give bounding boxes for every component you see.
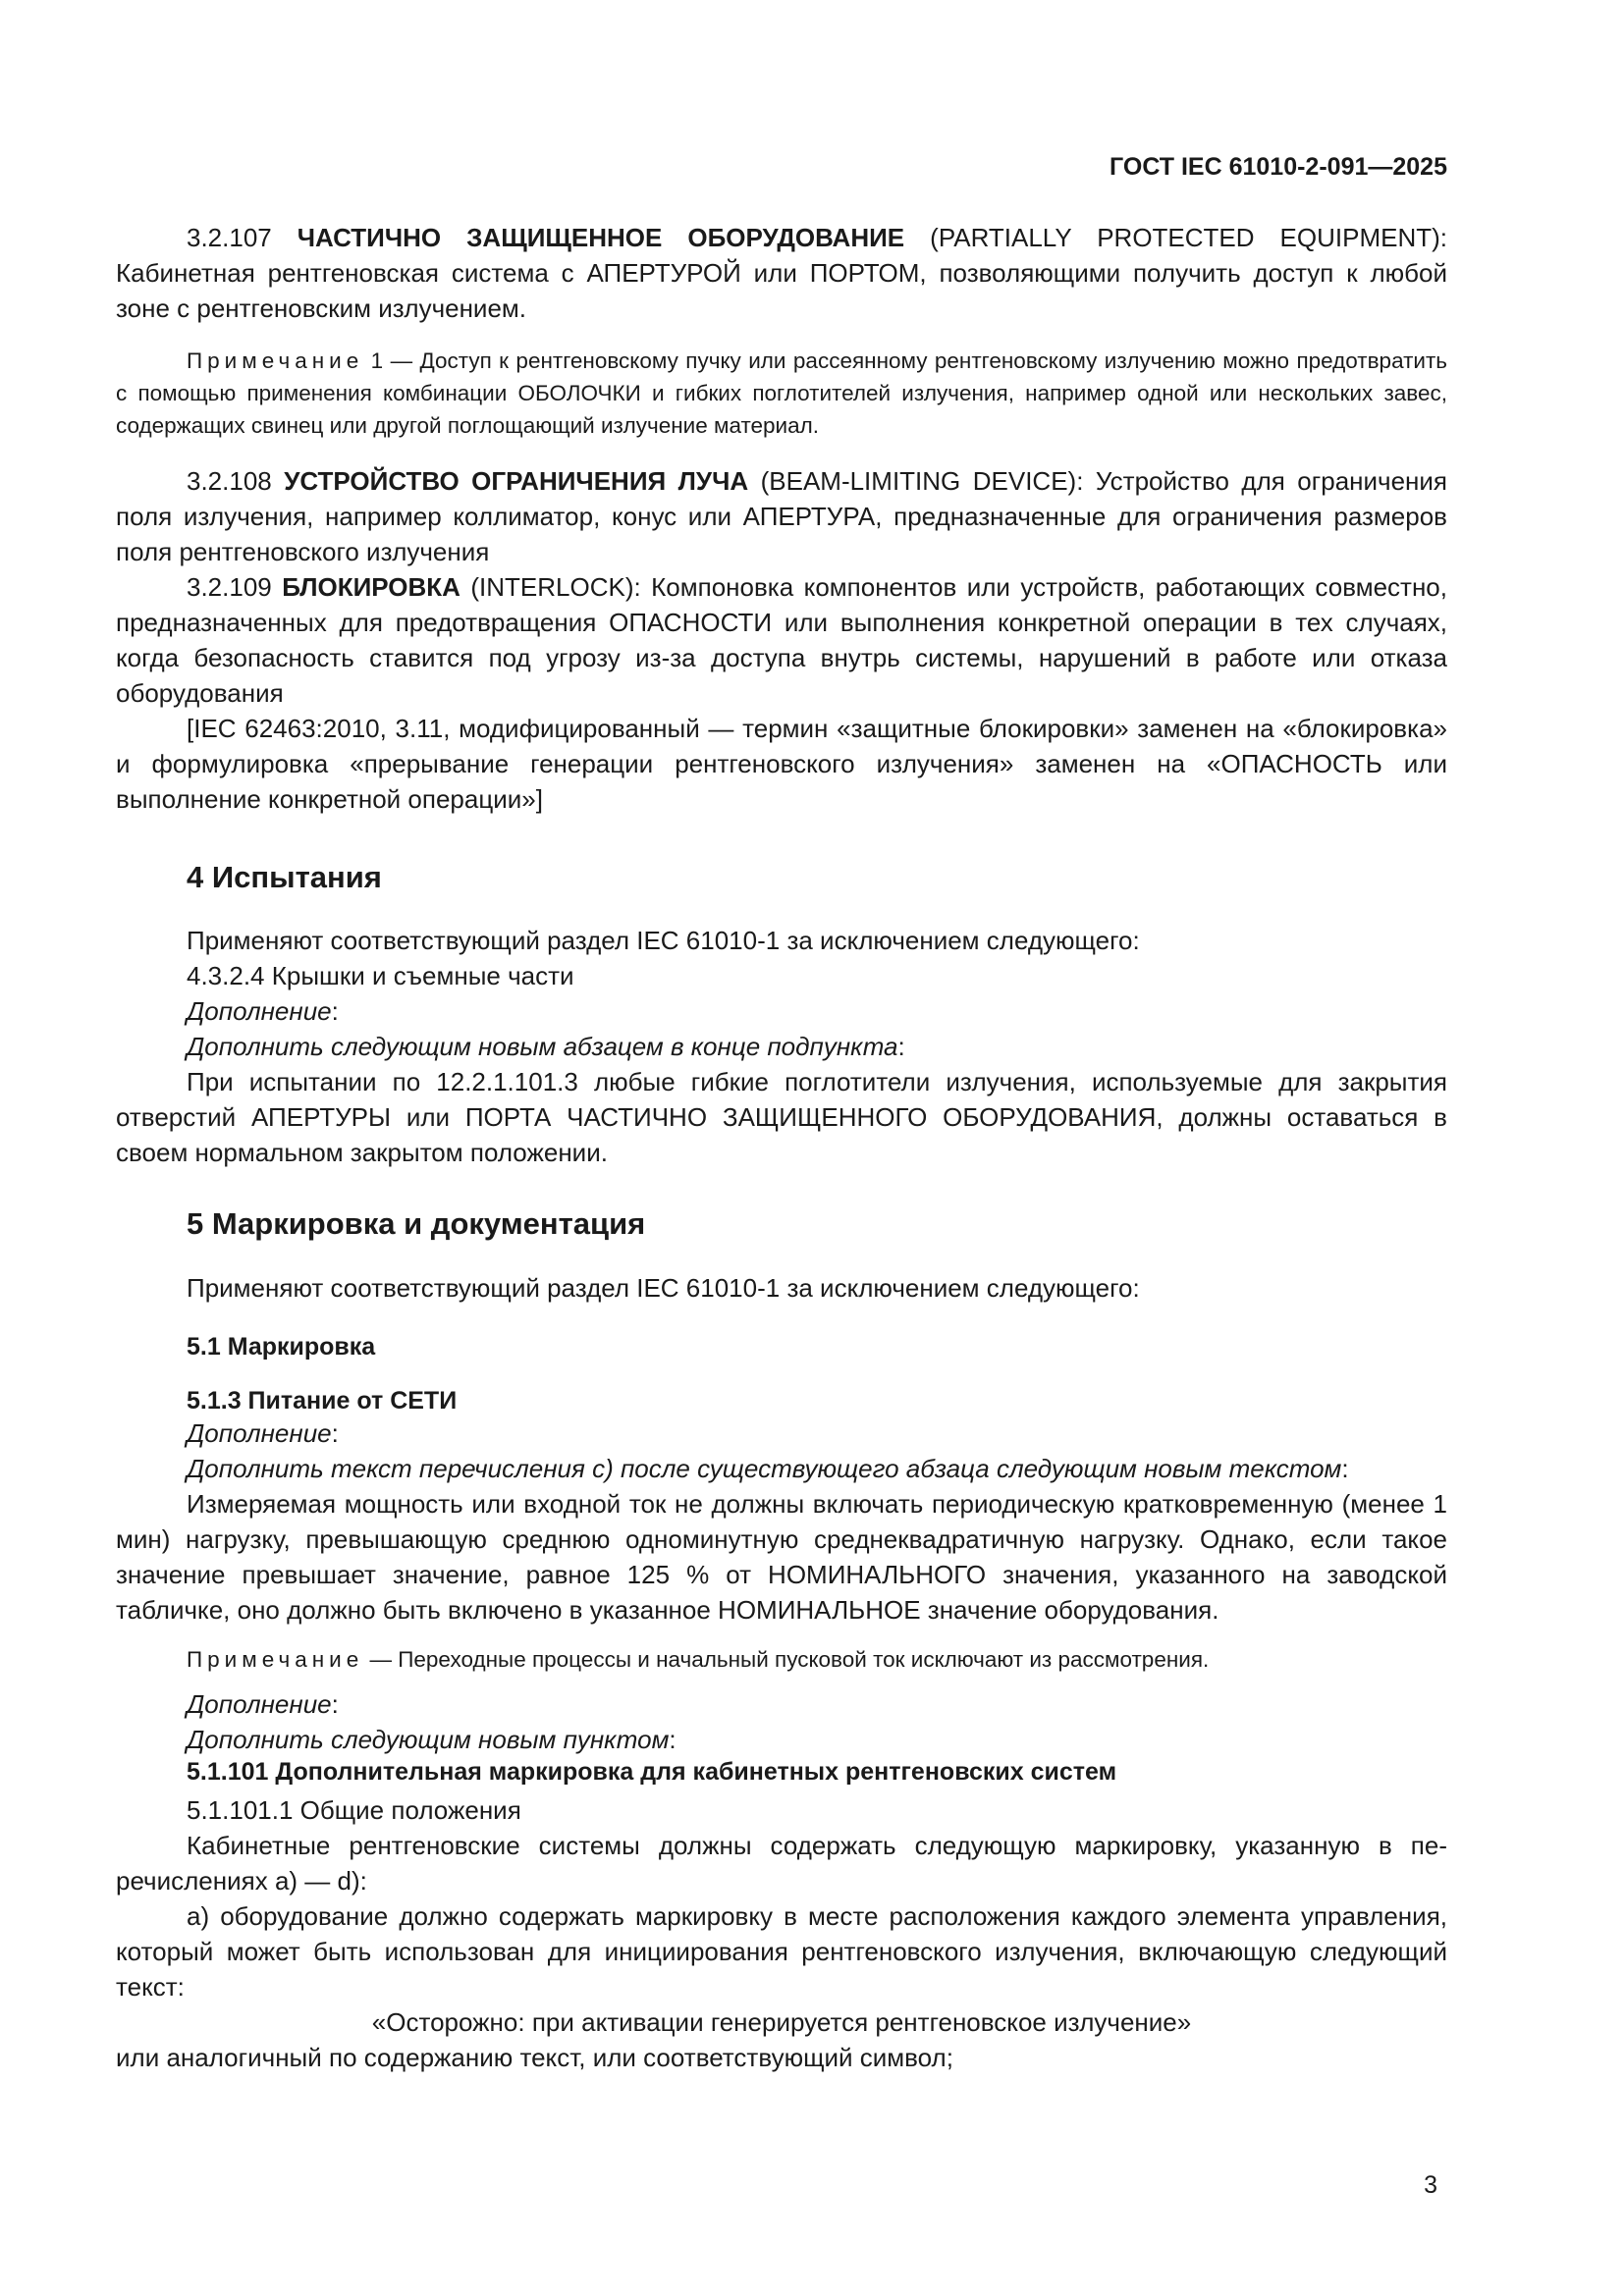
note-label: Примечание (187, 348, 364, 373)
definition-3-2-108: 3.2.108 УСТРОЙСТВО ОГРАНИЧЕНИЯ ЛУЧА (BEAM-LIMITING DEVICE): Устройство для ограничения поля излучения, например коллиматор, конус или АПЕРТУРА, предназначенные для ограничения размеров поля рентгеновского излучения (116, 466, 1447, 566)
general-markings: Кабинетные рентгеновские системы должны содержать следующую маркировку, указанную в перечислениях а) — d): (116, 1831, 1447, 1896)
term-partially-protected: ЧАСТИЧНО ЗАЩИЩЕННОЕ ОБОРУДОВАНИЕ (297, 223, 905, 252)
section-5-addition: Дополнение: (187, 1418, 339, 1448)
section-5-body: Измеряемая мощность или входной ток не должны включать периодическую кратковременную (менее 1 мин) нагрузку, превышающую среднюю одноминутную среднеквадратичную нагрузку. Однако, если такое значение превышает значение, равное 125 % от НОМИНАЛЬНОГО значения, указанного на заводской табличке, оно должно быть включено в указанное НОМИНАЛЬНОЕ значение оборудования. (116, 1489, 1447, 1625)
section-4-body: При испытании по 12.2.1.101.3 любые гибкие поглотители излучения, используемые для закрытия отверстий АПЕРТУРЫ или ПОРТА ЧАСТИЧНО ЗАЩИЩЕННОГО ОБОРУДОВАНИЯ, должны оставаться в своем нормальном закрытом положении. (116, 1067, 1447, 1167)
list-item-a-end: или аналогичный по содержанию текст, или соответствующий символ; (116, 2043, 953, 2072)
document-page (116, 0, 1447, 2296)
section-5-title: 5 Маркировка и документация (187, 1206, 646, 1241)
subsection-5-1-3: 5.1.3 Питание от СЕТИ (187, 1387, 458, 1415)
note-1: Примечание 1 — Доступ к рентгеновскому пучку или рассеянному рентгеновскому излучению можно предотвратить с помощью применения комбинации ОБОЛОЧКИ и гибких поглотителей излучения, например одной или нескольких завес, содержащих свинец или другой поглощающий излучение материал. (116, 348, 1447, 438)
term-beam-limiting: УСТРОЙСТВО ОГРАНИЧЕНИЯ ЛУЧА (284, 466, 749, 496)
definition-3-2-109: 3.2.109 БЛОКИРОВКА (INTERLOCK): Компоновка компонентов или устройств, работающих совместно, предназначенных для предотвращения ОПАСНОСТИ или выполнения конкретной операции в тех случаях, когда безопасность ставится под угрозу из-за доступа внутрь системы, нарушений в работе или отказа оборудования (116, 572, 1447, 708)
subsection-4-3-2-4: 4.3.2.4 Крышки и съемные части (187, 961, 574, 990)
note-label: Примечание (187, 1647, 364, 1672)
page-number: 3 (1424, 2171, 1437, 2199)
section-5-intro: Применяют соответствующий раздел IEC 61010-1 за исключением следующего: (187, 1273, 1140, 1303)
section-4-addition: Дополнение: (187, 996, 339, 1026)
iec-reference: [IEC 62463:2010, 3.11, модифицированный — термин «защитные блокировки» заменен на «блокировка» и формулировка «прерывание генерации рентгеновского излучения» заменен на «ОПАСНОСТЬ или выполнение конкретной операции»] (116, 714, 1447, 814)
section-5-addition-instruction: Дополнить текст перечисления с) после существующего абзаца следующим новым текстом: (187, 1454, 1349, 1483)
note-5-1-3: Примечание — Переходные процессы и начальный пусковой ток исключают из рассмотрения. (187, 1647, 1210, 1672)
section-4-addition-instruction: Дополнить следующим новым абзацем в конце подпункта: (187, 1032, 905, 1061)
subsection-5-1-101: 5.1.101 Дополнительная маркировка для кабинетных рентгеновских систем (187, 1758, 1117, 1786)
warning-text: «Осторожно: при активации генерируется рентгеновское излучение» (371, 2007, 1192, 2037)
list-item-a: а) оборудование должно содержать маркировку в месте расположения каждого элемента управления, который может быть использован для инициирования рентгеновского излучения, включающую следующий текст: (116, 1901, 1447, 2002)
subsection-5-1-101-1: 5.1.101.1 Общие положения (187, 1795, 521, 1825)
section-5-addition-2: Дополнение: (187, 1689, 339, 1719)
subsection-5-1: 5.1 Маркировка (187, 1333, 376, 1361)
definition-3-2-107: 3.2.107 ЧАСТИЧНО ЗАЩИЩЕННОЕ ОБОРУДОВАНИЕ (PARTIALLY PROTECTED EQUIPMENT): Кабинетная рентгеновская система с АПЕРТУРОЙ или ПОРТОМ, позволяющими получить доступ к любой зоне с рентгеновским излучением. (116, 223, 1447, 323)
standard-header: ГОСТ IEC 61010-2-091—2025 (1110, 153, 1447, 181)
section-4-title: 4 Испытания (187, 860, 382, 894)
section-4-intro: Применяют соответствующий раздел IEC 61010-1 за исключением следующего: (187, 926, 1140, 955)
term-interlock: БЛОКИРОВКА (282, 572, 460, 602)
section-5-addition-2-instruction: Дополнить следующим новым пунктом: (187, 1725, 677, 1754)
